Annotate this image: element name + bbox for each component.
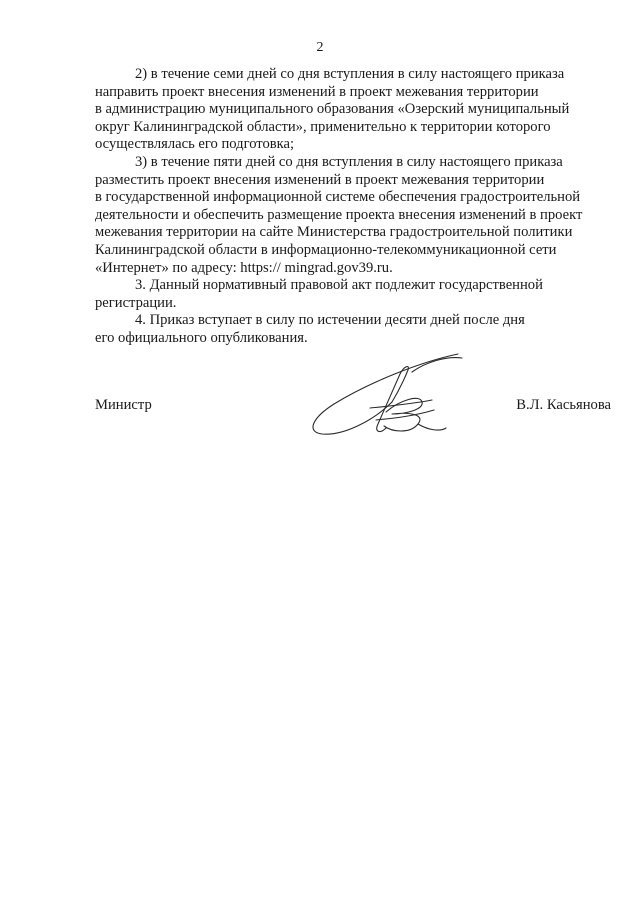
signatory-name: В.Л. Касьянова — [516, 397, 611, 413]
paragraph-item-3: 3) в течение пяти дней со дня вступления в силу настоящего приказа разместить проект внесения изменений в проект межевания территории в государственной информационной системе обеспечения градостроительной деятельности и обеспечить размещение проекта внесения изменений в проект межевания территории на сайте Министерства градостроительной политики Калининградской области в информационно-телекоммуникационной сети «Интернет» по адресу: https:// mingrad.gov39.ru. — [95, 153, 583, 276]
paragraph-item-2: 2) в течение семи дней со дня вступления в силу настоящего приказа направить проект внесения изменений в проект межевания территории в администрацию муниципального образования «Озерский муниципальный округ Калининградской области», применительно к территории которого осуществлялась его подготовка; — [95, 66, 570, 153]
signatory-position: Министр — [95, 397, 152, 413]
paragraph-effective-date: 4. Приказ вступает в силу по истечении десяти дней после дня его официального опубликования. — [95, 312, 525, 346]
page-number: 2 — [316, 40, 324, 55]
paragraph-registration: 3. Данный нормативный правовой акт подлежит государственной регистрации. — [95, 277, 543, 311]
document-body — [95, 66, 611, 348]
handwritten-signature-icon — [300, 348, 472, 444]
